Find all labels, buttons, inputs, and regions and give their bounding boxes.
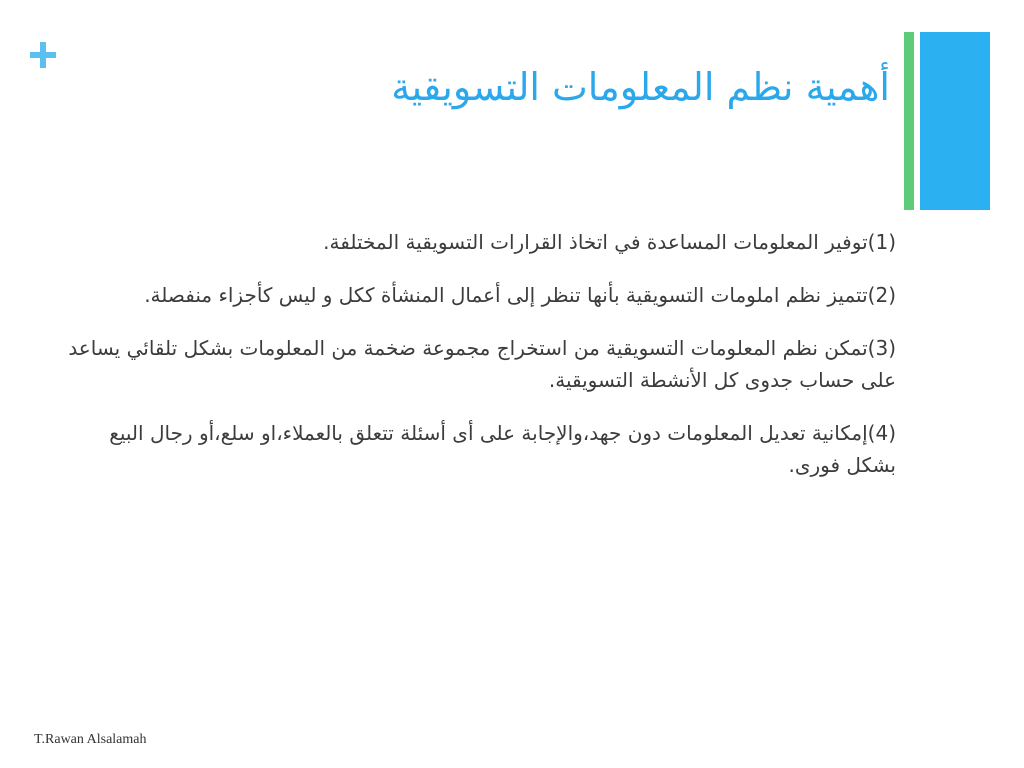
item-text: تتميز نظم املومات التسويقية بأنها تنظر إلى أعمال المنشأة ككل و ليس كأجزاء منفصلة. — [144, 283, 868, 307]
item-text: تمكن نظم المعلومات التسويقية من استخراج مجموعة ضخمة من المعلومات بشكل تلقائي يساعد على حساب جدوى كل الأنشطة التسويقية. — [68, 336, 896, 392]
list-item — [64, 417, 896, 481]
footer-author: T.Rawan Alsalamah — [34, 732, 147, 747]
item-number: (3) — [867, 336, 896, 360]
list-item — [64, 226, 896, 258]
item-text: توفير المعلومات المساعدة في اتخاذ القرارات التسويقية المختلفة. — [323, 230, 868, 254]
item-number: (1) — [867, 230, 896, 254]
content-list — [64, 226, 896, 502]
item-number: (2) — [867, 283, 896, 307]
list-item — [64, 279, 896, 311]
plus-icon — [30, 42, 56, 68]
list-item — [64, 332, 896, 396]
accent-bar-green — [904, 32, 914, 210]
accent-bar-blue — [920, 32, 990, 210]
slide-title: أهمية نظم المعلومات التسويقية — [391, 65, 890, 109]
item-text: إمكانية تعديل المعلومات دون جهد،والإجابة على أى أسئلة تتعلق بالعملاء،او سلع،أو رجال البيع بشكل فورى. — [109, 421, 896, 477]
item-number: (4) — [867, 421, 896, 445]
